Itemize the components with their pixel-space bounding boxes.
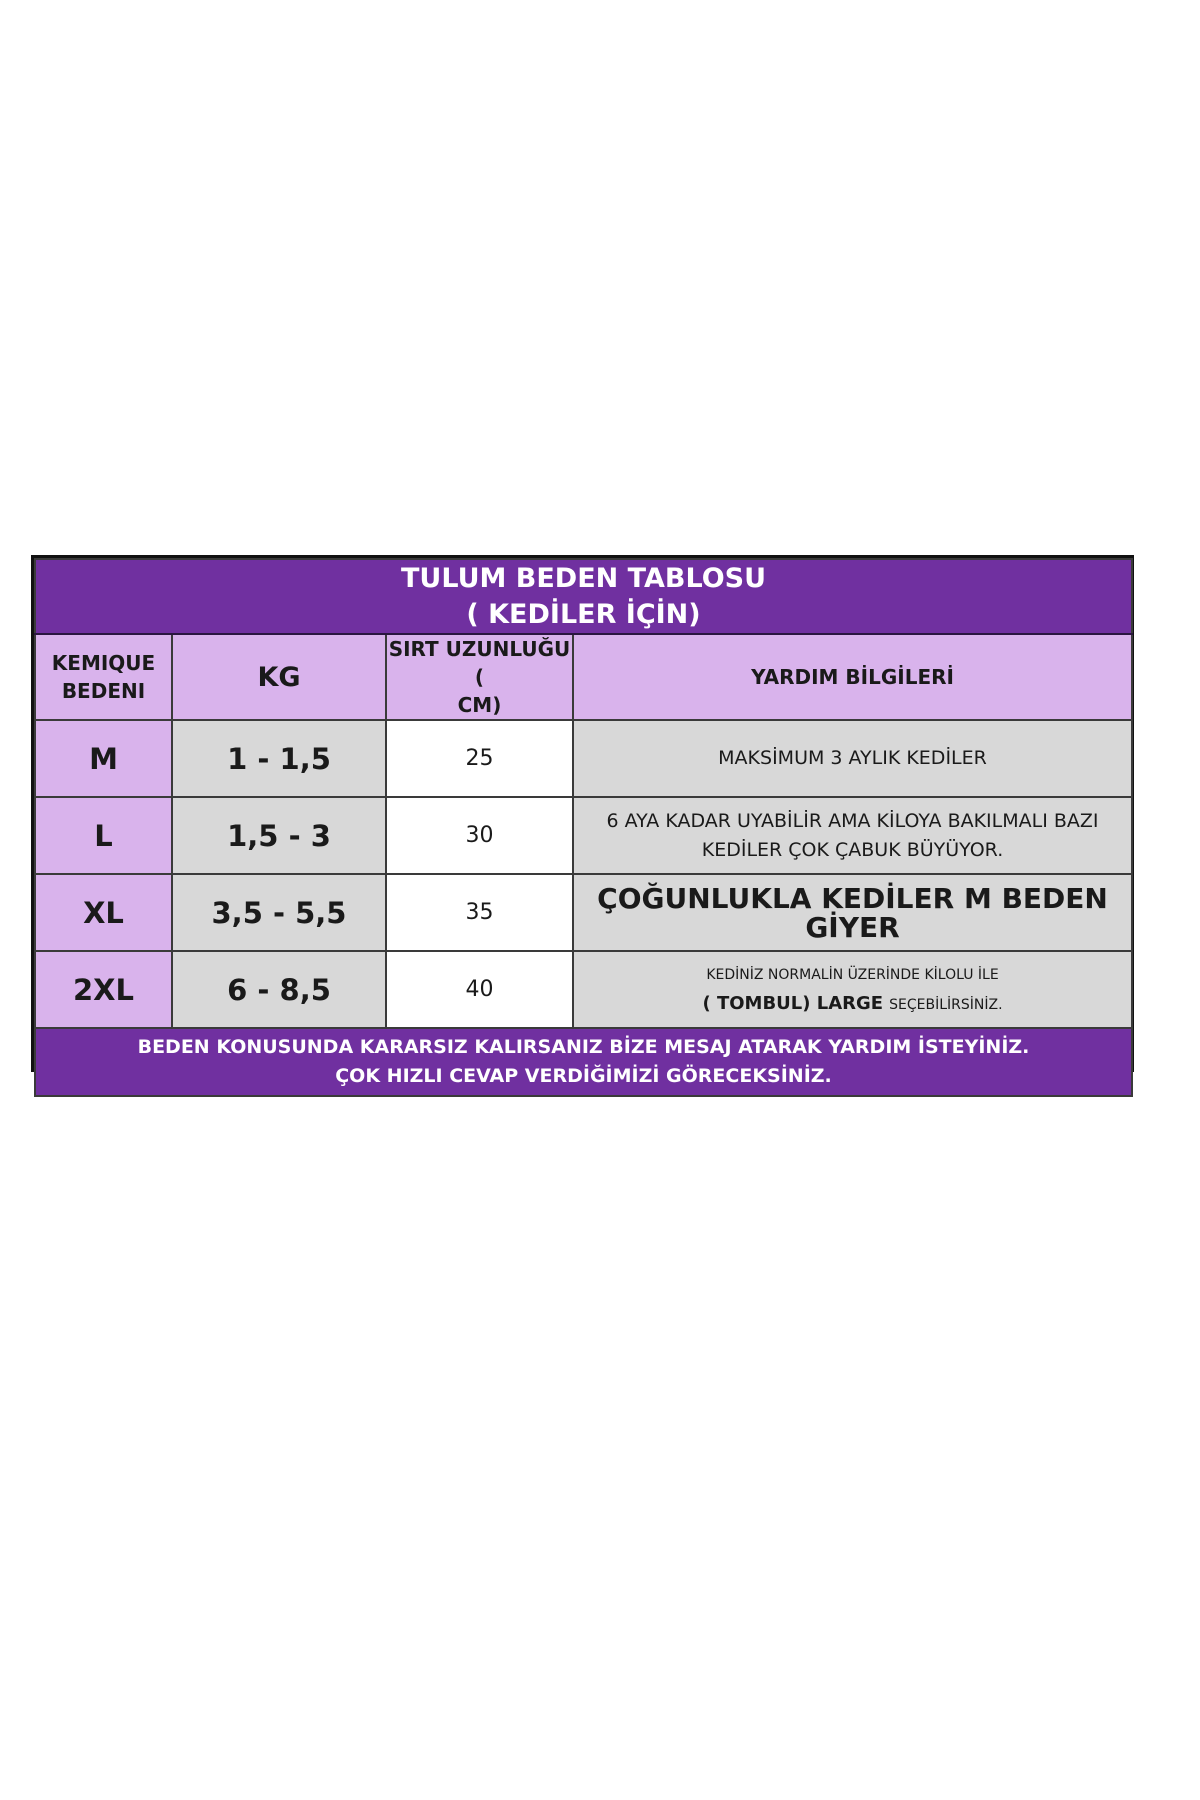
footer-note <box>35 1028 1132 1096</box>
table-row <box>35 797 1132 874</box>
table-row <box>35 874 1132 951</box>
header-help: YARDIM BİLGİLERİ <box>573 634 1132 720</box>
header-back-line2: CM) <box>457 693 502 717</box>
header-size-line1: KEMIQUE <box>51 651 156 675</box>
kg-cell: 1 - 1,5 <box>172 720 386 797</box>
kg-cell: 3,5 - 5,5 <box>172 874 386 951</box>
footer-row <box>35 1028 1132 1096</box>
header-kg: KG <box>172 634 386 720</box>
header-size-line2: BEDENI <box>61 679 146 703</box>
table-row <box>35 951 1132 1028</box>
chart-title-line1: TULUM BEDEN TABLOSU <box>401 562 767 594</box>
table-row <box>35 720 1132 797</box>
size-chart-table <box>34 558 1133 1097</box>
size-cell: 2XL <box>35 951 172 1028</box>
header-row <box>35 634 1132 720</box>
footer-line1: BEDEN KONUSUNDA KARARSIZ KALIRSANIZ BİZE MESAJ ATARAK YARDIM İSTEYİNİZ. <box>137 1036 1030 1058</box>
header-size <box>35 634 172 720</box>
chart-title-line2: ( KEDİLER İÇİN) <box>466 598 701 630</box>
size-cell: M <box>35 720 172 797</box>
help-text-bold: ( TOMBUL) LARGE <box>702 992 884 1014</box>
help-text-line1: KEDİNİZ NORMALİN ÜZERİNDE KİLOLU İLE <box>706 966 999 983</box>
cm-cell: 35 <box>386 874 573 951</box>
footer-line2: ÇOK HIZLI CEVAP VERDİĞİMİZİ GÖRECEKSİNİZ. <box>335 1065 832 1087</box>
help-cell <box>573 874 1132 951</box>
title-row <box>35 559 1132 634</box>
help-text-line2: KEDİLER ÇOK ÇABUK BÜYÜYOR. <box>701 838 1004 861</box>
help-cell <box>573 797 1132 874</box>
size-chart <box>31 555 1134 1087</box>
size-cell: XL <box>35 874 172 951</box>
chart-title <box>35 559 1132 634</box>
help-text: MAKSİMUM 3 AYLIK KEDİLER <box>718 747 987 769</box>
kg-cell: 1,5 - 3 <box>172 797 386 874</box>
header-back-length <box>386 634 573 720</box>
header-back-line1: SIRT UZUNLUĞU ( <box>388 637 571 689</box>
help-text-line2 <box>574 989 1131 1019</box>
help-text-tail: SEÇEBİLİRSİNİZ. <box>889 996 1003 1013</box>
help-cell <box>573 720 1132 797</box>
kg-cell: 6 - 8,5 <box>172 951 386 1028</box>
size-cell: L <box>35 797 172 874</box>
cm-cell: 30 <box>386 797 573 874</box>
help-cell <box>573 951 1132 1028</box>
help-text-line1: 6 AYA KADAR UYABİLİR AMA KİLOYA BAKILMALI BAZI <box>606 809 1099 832</box>
help-text: ÇOĞUNLUKLA KEDİLER M BEDEN GİYER <box>597 881 1108 944</box>
cm-cell: 40 <box>386 951 573 1028</box>
cm-cell: 25 <box>386 720 573 797</box>
